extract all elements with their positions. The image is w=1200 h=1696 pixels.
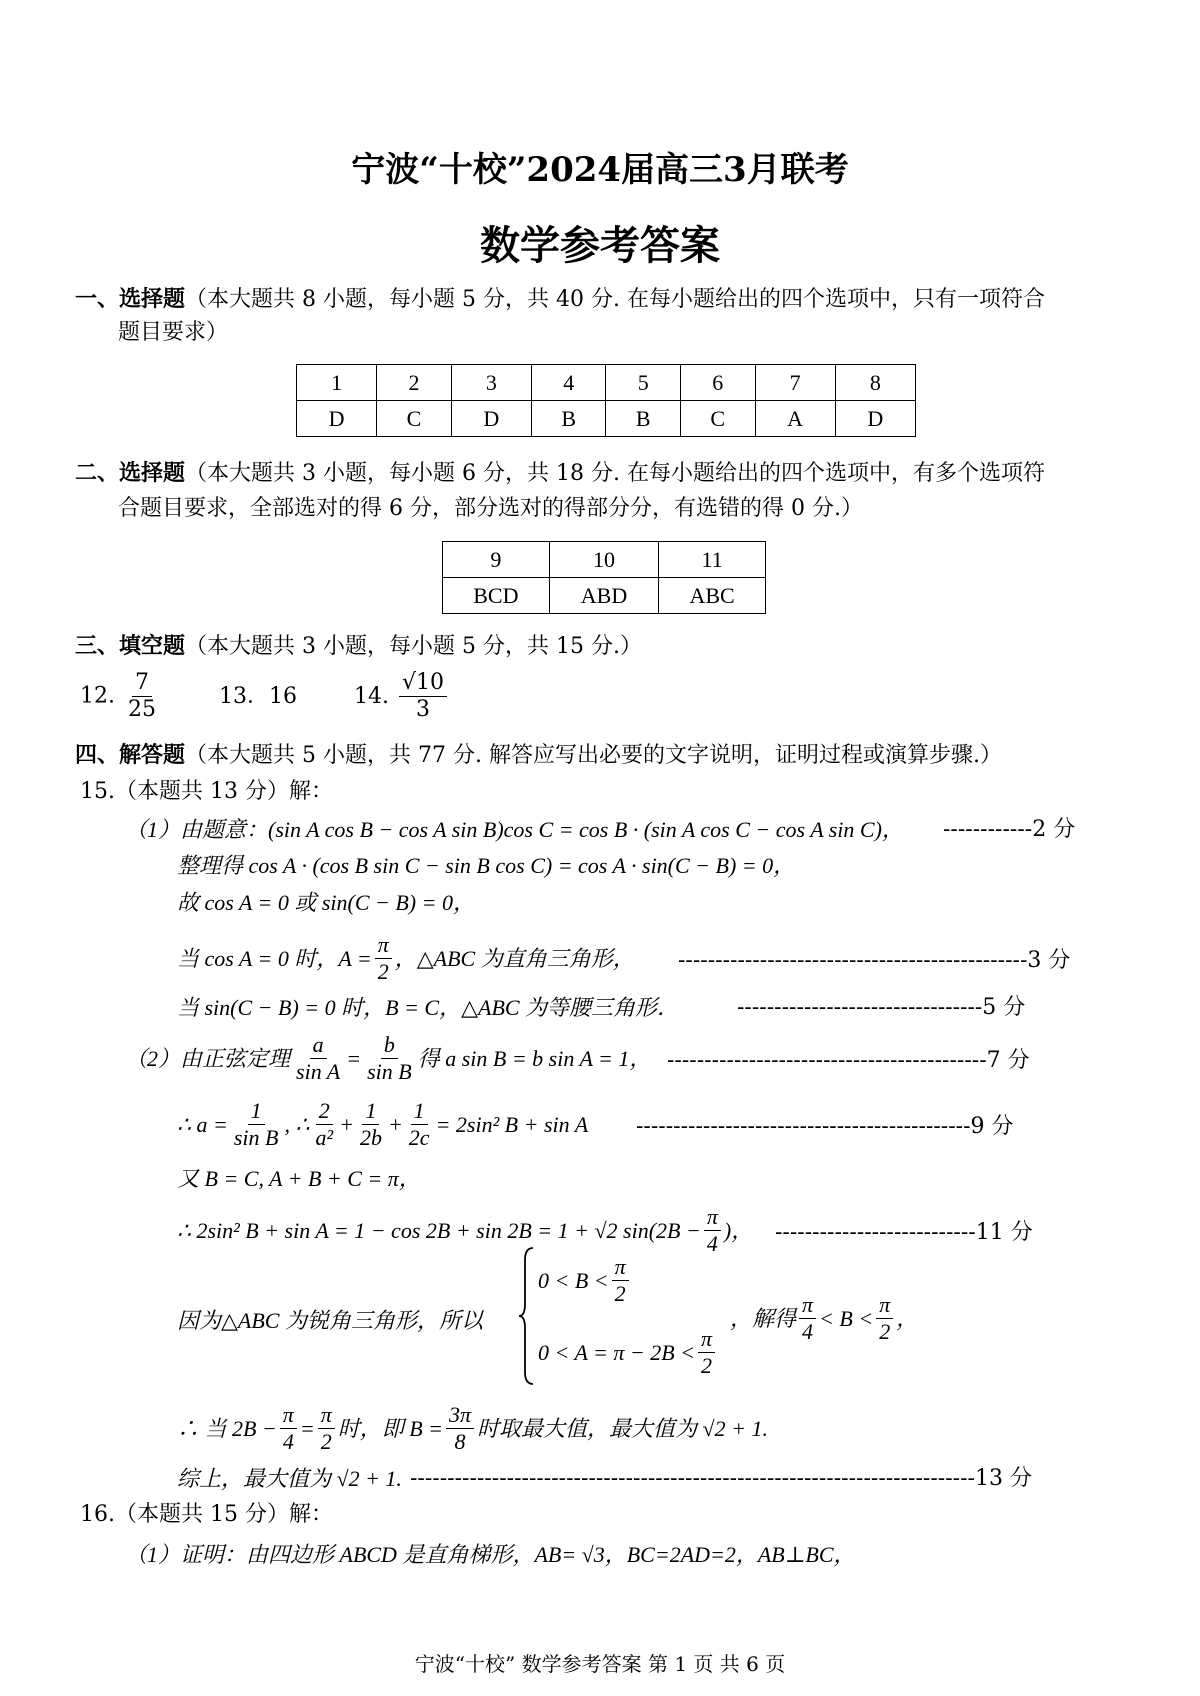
page-footer: 宁波“十校” 数学参考答案 第 1 页 共 6 页 xyxy=(414,1652,786,1676)
table-cell: C xyxy=(377,401,452,437)
section1-heading xyxy=(75,284,1045,315)
fraction: $\frac{1}{\text{sin B}}$ xyxy=(233,1098,279,1150)
q15-score-3: -----------------------------------------------3 分 xyxy=(678,948,1071,973)
table-cell: ABC xyxy=(659,578,766,614)
section2-label: 二、选择题 xyxy=(75,460,186,486)
table-cell: A xyxy=(755,401,835,437)
fill-blank-answers xyxy=(80,670,450,723)
table-row xyxy=(443,542,766,578)
table-cell: 5 xyxy=(606,365,681,401)
q14-label: 14. xyxy=(354,683,389,709)
q12-answer: $\frac{7}{25}$ xyxy=(128,670,156,722)
q14-answer: $\frac{√10}{3}$ xyxy=(399,670,447,723)
q15-line5: 当 sin(C − B) = 0 时，B = C，△ABC 为等腰三角形． xyxy=(177,995,680,1020)
q15-line10-prefix: 因为△ABC 为锐角三角形，所以 xyxy=(177,1308,483,1333)
table-cell: ABD xyxy=(549,578,659,614)
q15-score-5: ---------------------------------5 分 xyxy=(737,995,1026,1020)
q15-line10-result: ，解得 $\frac{\pi}{4}$ < B < $\frac{\pi}{2}$ ， xyxy=(730,1292,919,1344)
section4-label: 四、解答题 xyxy=(75,742,186,768)
fraction: $\frac{\pi}{2}$ xyxy=(375,932,392,985)
fraction: $\frac{2}{\text{a²}}$ xyxy=(315,1098,334,1150)
section4-desc: （本大题共 5 小题，共 77 分. 解答应写出必要的文字说明，证明过程或演算步骤.） xyxy=(185,743,1002,768)
q15-score-2: ------------2 分 xyxy=(943,817,1076,842)
q15-line2: 整理得 cos A · (cos B sin C − sin B cos C) = cos A · sin(C − B) = 0， xyxy=(177,853,796,878)
q15-score-11: ---------------------------11 分 xyxy=(775,1220,1033,1245)
q15-score-7: -------------------------------------------7 分 xyxy=(667,1048,1030,1073)
q15-line6: （2）由正弦定理 $\frac{a}{\text{sin A}}$ = $\frac{b}{\text{sin B}}$ 得 a sin B = b sin A = 1， xyxy=(125,1032,652,1084)
section4-heading xyxy=(75,740,1002,771)
section3-label: 三、填空题 xyxy=(75,633,186,659)
table-cell: 9 xyxy=(443,542,550,578)
table-cell: 3 xyxy=(451,365,531,401)
section2-desc-line2: 合题目要求，全部选对的得 6 分，部分选对的得部分分，有选错的得 0 分.） xyxy=(118,496,863,521)
q15-line1: （1）由题意：(sin A cos B − cos A sin B)cos C = cos B · (sin A cos C − cos A sin C)， xyxy=(125,817,904,842)
brace-icon xyxy=(517,1246,535,1386)
table-cell: B xyxy=(531,401,606,437)
table-cell: 6 xyxy=(680,365,755,401)
section1-desc-line2: 题目要求） xyxy=(118,320,229,345)
table-cell: D xyxy=(835,401,915,437)
table-cell: 10 xyxy=(549,542,659,578)
fraction: $\frac{b}{\text{sin B}}$ xyxy=(367,1032,412,1084)
q15-line7: ∴ a = $\frac{1}{\text{sin B}}$ , ∴ $\frac{2}{\text{a²}}$ + $\frac{1}{2b}$ + $\frac{1}{2c}$ = 2sin² B + sin A xyxy=(177,1098,589,1150)
fraction: $\frac{3\pi}{8}$ xyxy=(446,1402,474,1455)
table-cell: 4 xyxy=(531,365,606,401)
q15-line8: 又 B = C, A + B + C = π， xyxy=(177,1166,421,1191)
q15-line4: 当 cos A = 0 时，A = $\frac{\pi}{2}$ ，△ABC 为直角三角形， xyxy=(177,932,635,984)
table-cell: 1 xyxy=(297,365,377,401)
section1-answer-table xyxy=(296,364,916,437)
q13-answer: 13．16 xyxy=(219,683,297,709)
section2-heading xyxy=(75,458,1045,489)
page-title: 宁波“十校”2024届高三3月联考 xyxy=(351,150,849,190)
q16-line1: （1）证明：由四边形 ABCD 是直角梯形，AB= √3，BC=2AD=2，AB⊥BC， xyxy=(125,1542,856,1567)
fraction: $\frac{\pi}{2}$ xyxy=(698,1326,715,1379)
table-cell: B xyxy=(606,401,681,437)
section1-label: 一、选择题 xyxy=(75,286,186,312)
table-row xyxy=(297,401,916,437)
table-cell: 7 xyxy=(755,365,835,401)
section1-desc: （本大题共 8 小题，每小题 5 分，共 40 分. 在每小题给出的四个选项中，只有一项符合 xyxy=(185,287,1045,312)
fraction: $\frac{\pi}{2}$ xyxy=(876,1292,893,1345)
fraction: $\frac{\pi}{2}$ xyxy=(318,1402,335,1455)
q15-line12: 综上，最大值为 √2 + 1. xyxy=(177,1466,402,1491)
q15-line11: ∴ 当 2B − $\frac{\pi}{4}$ = $\frac{\pi}{2}$ 时，即 B = $\frac{3\pi}{8}$ 时取最大值，最大值为 √2 + 1. xyxy=(177,1402,768,1454)
q16-heading: 16.（本题共 15 分）解： xyxy=(80,1502,333,1527)
fraction: $\frac{\pi}{2}$ xyxy=(612,1254,629,1307)
fraction: $\frac{\pi}{4}$ xyxy=(799,1292,816,1345)
section3-desc: （本大题共 3 小题，每小题 5 分，共 15 分.） xyxy=(185,634,642,659)
fraction: $\frac{1}{2c}$ xyxy=(408,1098,430,1150)
section2-answer-table xyxy=(442,541,766,614)
table-row xyxy=(297,365,916,401)
section2-desc: （本大题共 3 小题，每小题 6 分，共 18 分. 在每小题给出的四个选项中，有多个选项符 xyxy=(185,461,1045,486)
table-row xyxy=(443,578,766,614)
q15-line9: ∴ 2sin² B + sin A = 1 − cos 2B + sin 2B = 1 + √2 sin(2B − $\frac{\pi}{4}$ )， xyxy=(177,1204,754,1256)
fraction: $\frac{\pi}{4}$ xyxy=(280,1402,297,1455)
fraction: $\frac{1}{2b}$ xyxy=(359,1098,382,1150)
q15-heading: 15.（本题共 13 分）解： xyxy=(80,779,333,804)
section3-heading xyxy=(75,631,642,662)
page-subtitle: 数学参考答案 xyxy=(480,222,720,269)
q15-score-9: ---------------------------------------------9 分 xyxy=(636,1114,1014,1139)
fraction: $\frac{\pi}{4}$ xyxy=(704,1204,721,1257)
table-cell: C xyxy=(680,401,755,437)
table-cell: 2 xyxy=(377,365,452,401)
fraction: $\frac{a}{\text{sin A}}$ xyxy=(296,1032,341,1084)
table-cell: D xyxy=(297,401,377,437)
q15-score-13: ----------------------------------------------------------------------------13 分 xyxy=(410,1466,1032,1491)
table-cell: 8 xyxy=(835,365,915,401)
table-cell: BCD xyxy=(443,578,550,614)
q12-label: 12. xyxy=(80,683,115,709)
table-cell: 11 xyxy=(659,542,766,578)
table-cell: D xyxy=(451,401,531,437)
q15-line3: 故 cos A = 0 或 sin(C − B) = 0， xyxy=(177,890,475,915)
q15-cond2: 0 < A = π − 2B < $\frac{\pi}{2}$ xyxy=(538,1326,718,1379)
q15-cond1: 0 < B < $\frac{\pi}{2}$ xyxy=(538,1254,632,1307)
